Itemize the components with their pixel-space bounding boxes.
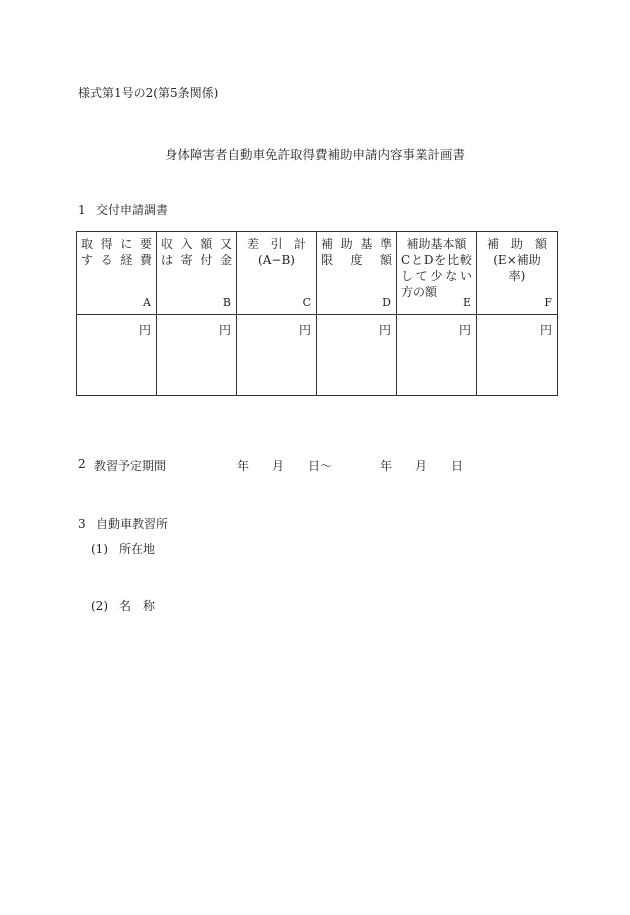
section-1-label: 交付申請調書: [96, 203, 169, 217]
document-title: 身体障害者自動車免許取得費補助申請内容事業計画書: [164, 147, 465, 162]
header-cell-e: [397, 232, 477, 315]
column-letter-c: C: [302, 296, 311, 309]
header-cell-d: [317, 232, 397, 315]
period-start-year: 年: [237, 459, 250, 473]
period-end-year: 年: [380, 459, 393, 473]
section-3-item-1: [91, 540, 155, 557]
header-e-line-4: 方の額: [401, 285, 438, 299]
form-number-label: 様式第1号の2(第5条関係): [78, 86, 219, 100]
header-d-line-1: 補 助 基 準: [321, 237, 392, 251]
header-cell-f: [477, 232, 558, 315]
header-d-line-2: 限 度 額: [321, 253, 392, 267]
section-3-item-2: [91, 597, 155, 614]
column-letter-f: F: [544, 296, 552, 309]
period-start-day: 日〜: [308, 459, 333, 473]
unit-yen-c: 円: [298, 323, 311, 337]
header-cell-a: [77, 232, 157, 315]
column-letter-d: D: [382, 296, 391, 309]
unit-yen-e: 円: [458, 323, 471, 337]
value-cell-b[interactable]: [157, 315, 237, 396]
item-1-label: 所在地: [119, 542, 156, 556]
header-b-line-1: 収 入 額 又: [161, 237, 232, 251]
header-f-line-2: (E×補助率): [493, 253, 541, 283]
section-3-heading: [78, 515, 168, 532]
value-cell-e[interactable]: [397, 315, 477, 396]
value-cell-f[interactable]: [477, 315, 558, 396]
table-header-row: [77, 232, 558, 315]
section-3-number: 3: [78, 517, 86, 531]
header-e-line-1: 補助基本額: [406, 237, 467, 251]
header-cell-c: [237, 232, 317, 315]
period-end-month: 月: [415, 459, 428, 473]
header-b-line-2: は 寄 付 金: [161, 253, 232, 267]
section-1-heading: [78, 201, 168, 218]
header-e-line-2: C と D を 比 較: [401, 253, 472, 267]
section-2-label: 教習予定期間: [94, 459, 167, 473]
grant-application-table: [76, 231, 558, 396]
section-3-label: 自動車教習所: [96, 517, 169, 531]
value-cell-a[interactable]: [77, 315, 157, 396]
section-1-number: 1: [78, 203, 86, 217]
value-cell-c[interactable]: [237, 315, 317, 396]
header-c-line-2: (A−B): [258, 253, 295, 267]
column-letter-a: A: [143, 296, 151, 309]
header-a-line-1: 取 得 に 要: [81, 237, 152, 251]
period-start-month: 月: [272, 459, 285, 473]
unit-yen-f: 円: [539, 323, 552, 337]
item-2-number: (2): [91, 599, 108, 613]
header-a-line-2: す る 経 費: [81, 253, 152, 267]
unit-yen-b: 円: [218, 323, 231, 337]
header-cell-b: [157, 232, 237, 315]
section-2-number: 2: [78, 457, 86, 471]
period-end-day: 日: [451, 459, 464, 473]
header-f-line-1: 補 助 額: [487, 237, 547, 251]
unit-yen-d: 円: [378, 323, 391, 337]
header-e-line-3: し て 少 な い: [401, 269, 472, 283]
column-letter-b: B: [222, 296, 231, 309]
table-value-row: [77, 315, 558, 396]
item-2-label: 名 称: [119, 599, 156, 613]
column-letter-e: E: [462, 296, 471, 309]
item-1-number: (1): [91, 542, 108, 556]
unit-yen-a: 円: [138, 323, 151, 337]
value-cell-d[interactable]: [317, 315, 397, 396]
header-c-line-1: 差 引 計: [247, 237, 306, 251]
